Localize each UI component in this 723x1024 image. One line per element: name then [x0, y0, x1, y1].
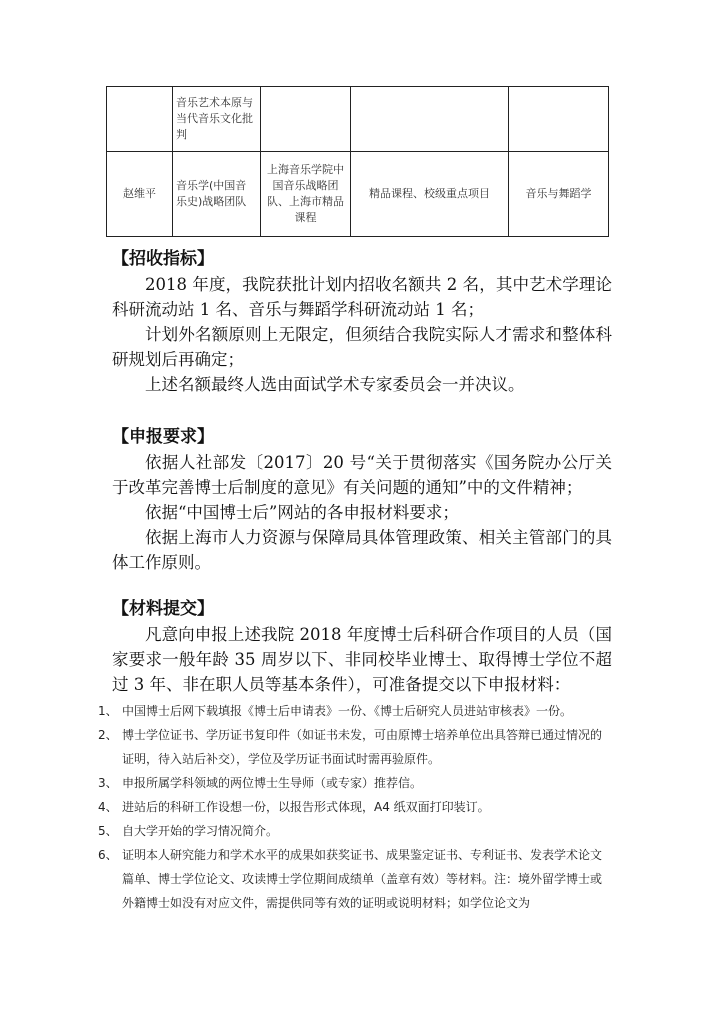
list-item-number: 4、 — [98, 800, 118, 814]
list-item-text: 自大学开始的学习情况简介。 — [122, 824, 279, 838]
list-item — [98, 819, 612, 843]
list-item-number: 2、 — [98, 728, 118, 742]
list-item-text: 申报所属学科领域的两位博士生导师（或专家）推荐信。 — [122, 776, 423, 790]
paragraph: 凡意向申报上述我院 2018 年度博士后科研合作项目的人员（国家要求一般年龄 35 周岁以下、非同校毕业博士、取得博士学位不超过 3 年、非在职人员等基本条件），可准备提交以下申报材料： — [112, 625, 612, 694]
list-item-number: 5、 — [98, 824, 118, 838]
materials-list — [98, 699, 612, 915]
list-item-text: 中国博士后网下载填报《博士后申请表》一份、《博士后研究人员进站审核表》一份。 — [122, 704, 573, 718]
list-item-text: 证明本人研究能力和学术水平的成果如获奖证书、成果鉴定证书、专利证书、发表学术论文篇单、博士学位论文、攻读博士学位期间成绩单（盖章有效）等材料。注：境外留学博士或外籍博士如没有对应文件，需提供同等有效的证明或说明材料；如学位论文为 — [122, 848, 603, 910]
table-cell — [261, 87, 351, 152]
table-cell: 音乐与舞蹈学 — [509, 152, 609, 237]
list-item-number: 3、 — [98, 776, 118, 790]
list-item — [98, 723, 612, 771]
table-cell — [107, 87, 173, 152]
paragraph: 依据上海市人力资源与保障局具体管理政策、相关主管部门的具体工作原则。 — [112, 528, 612, 572]
list-item — [98, 795, 612, 819]
list-item-number: 1、 — [98, 704, 118, 718]
paragraph: 计划外名额原则上无限定，但须结合我院实际人才需求和整体科研规划后再确定； — [112, 325, 612, 369]
table-row — [107, 87, 609, 152]
list-item-number: 6、 — [98, 848, 118, 862]
table-row — [107, 152, 609, 237]
document-body — [98, 246, 612, 915]
table-cell — [351, 87, 509, 152]
paragraph: 2018 年度，我院获批计划内招收名额共 2 名，其中艺术学理论科研流动站 1 名、音乐与舞蹈学科研流动站 1 名； — [112, 275, 612, 319]
paragraph: 依据人社部发〔2017〕20 号“关于贯彻落实《国务院办公厅关于改革完善博士后制度的意见》有关问题的通知”中的文件精神； — [112, 453, 612, 497]
faculty-table — [106, 86, 609, 237]
paragraph: 依据“中国博士后”网站的各申报材料要求； — [145, 503, 459, 522]
list-item — [98, 843, 612, 915]
paragraph: 上述名额最终人选由面试学术专家委员会一并决议。 — [145, 375, 525, 394]
section-title-materials: 【材料提交】 — [112, 599, 214, 619]
table-cell: 上海音乐学院中国音乐战略团队、上海市精品课程 — [261, 152, 351, 237]
table-cell: 音乐艺术本原与当代音乐文化批判 — [173, 87, 261, 152]
list-item — [98, 699, 612, 723]
section-title-requirements: 【申报要求】 — [112, 427, 214, 447]
table-cell: 精品课程、校级重点项目 — [351, 152, 509, 237]
section-title-enroll: 【招收指标】 — [112, 249, 214, 269]
list-item — [98, 771, 612, 795]
list-item-text: 博士学位证书、学历证书复印件（如证书未发，可由原博士培养单位出具答辩已通过情况的证明，待入站后补交），学位及学历证书面试时需再验原件。 — [122, 728, 603, 766]
table-cell: 音乐学(中国音乐史)战略团队 — [173, 152, 261, 237]
table-cell: 赵维平 — [107, 152, 173, 237]
table-cell — [509, 87, 609, 152]
list-item-text: 进站后的科研工作设想一份，以报告形式体现，A4 纸双面打印装订。 — [122, 800, 490, 814]
